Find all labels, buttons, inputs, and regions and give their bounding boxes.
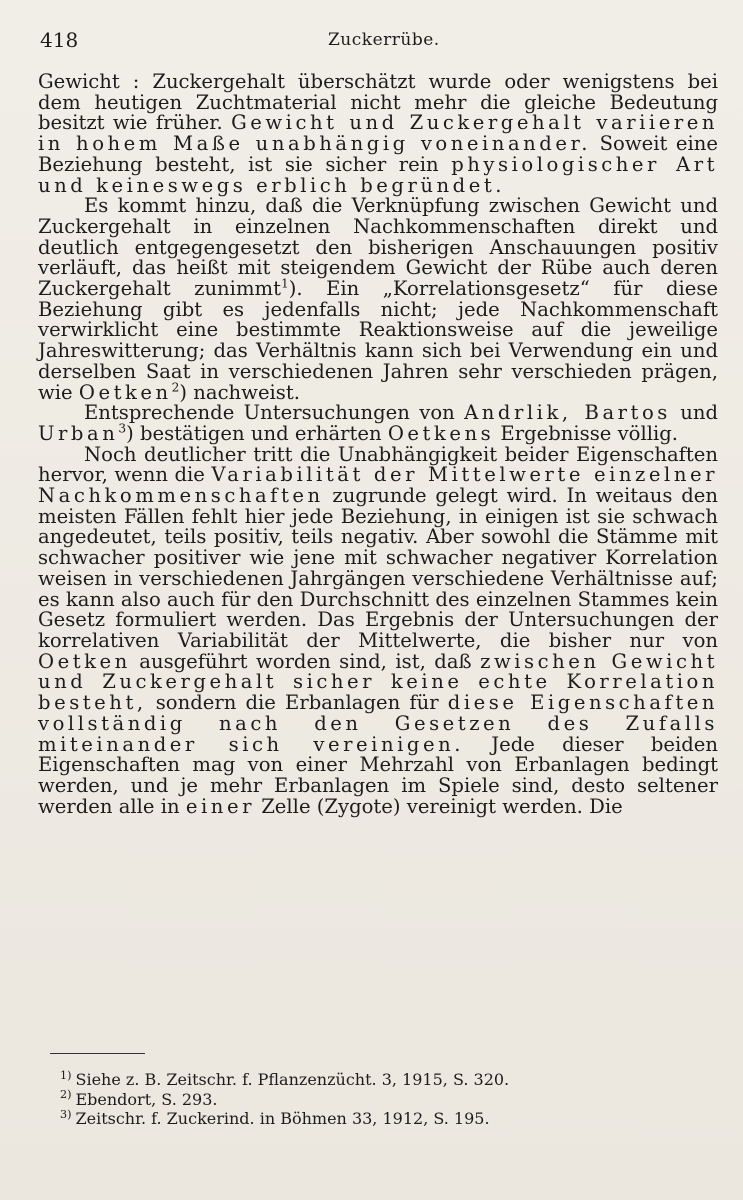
footnote-ref: 3 <box>118 421 127 436</box>
footnote-text: Zeitschr. f. Zuckerind. in Böhmen 33, 1912, S. 195. <box>75 1109 490 1128</box>
body-text <box>38 72 718 817</box>
footnote-text: Siehe z. B. Zeitschr. f. Pflanzenzücht. 3, 1915, S. 320. <box>75 1070 510 1089</box>
text-span: zugrunde gelegt wird. In weitaus den meisten Fällen fehlt hier jede Beziehung, in einigen ist sie schwach angedeutet, teils positiv, teils negativ. Aber sowohl die Stämme mit schwacher positiver wie jene mit schwacher negativer Korrelation weisen in verschiedenen Jahrgängen verschiedene Verhältnisse auf; es kann also auch für den Durchschnitt des einzelnen Stammes kein Gesetz formuliert werden. Das Ergebnis der Untersuchungen der korrelativen Variabilität der Mittelwerte, die bisher nur von <box>38 484 718 652</box>
author-name: Oetkens <box>387 421 495 445</box>
page-header <box>40 22 713 52</box>
emphasis-spaced: Variabilität der Mittelwerte einzelner Nachkommenschaften <box>38 463 718 508</box>
text-span: Soweit eine Beziehung besteht, ist sie sicher rein <box>38 132 718 176</box>
footnote-divider <box>50 1053 145 1054</box>
paragraph-1 <box>38 72 718 196</box>
text-span: Gewicht : Zuckergehalt überschätzt wurde oder wenigstens bei dem heutigen Zuchtmaterial nicht mehr die gleiche Bedeutung besitzt wie früher. <box>38 70 718 135</box>
emphasis-spaced: diese Eigenschaften vollständig nach den Gesetzen des Zufalls miteinander sich vereinigen. <box>38 691 718 756</box>
author-name: Andrlik, Bartos <box>464 401 671 425</box>
footnote-mark: 1) <box>60 1068 72 1082</box>
footnote-ref: 2 <box>171 380 180 395</box>
paragraph-3 <box>38 403 718 444</box>
text-span: Es kommt hinzu, daß die Verknüpfung zwischen Gewicht und Zuckergehalt in einzelnen Nachkommenschaften direkt und deutlich entgegengesetzt den bisherigen Anschauungen positiv verläuft, das heißt mit steigendem Gewicht der Rübe auch deren Zuckergehalt zunimmt <box>38 194 718 301</box>
footnote-1 <box>60 1070 660 1090</box>
running-title: Zuckerrübe. <box>328 30 440 50</box>
footnote-mark: 2) <box>60 1088 72 1102</box>
footnotes <box>60 1070 660 1129</box>
emphasis-spaced: physiologischer Art und keineswegs erblich begründet. <box>38 152 719 197</box>
paragraph-2 <box>38 196 718 403</box>
text-span: sondern die Erbanlagen für <box>146 691 448 715</box>
footnote-mark: 3) <box>60 1107 72 1121</box>
text-span: und <box>670 401 718 425</box>
page-number: 418 <box>40 28 79 52</box>
text-span: ). Ein „Korrelationsgesetz“ für diese Beziehung gibt es jedenfalls nicht; jede Nachkommenschaft verwirklicht eine bestimmte Reaktionsweise auf die jeweilige Jahreswitterung; das Verhältnis kann sich bei Verwendung ein und derselben Saat in verschiedenen Jahren sehr verschieden prägen, wie <box>38 277 718 404</box>
emphasis-spaced: zwischen Gewicht und Zuckergehalt sicher keine echte Korrelation besteht, <box>38 649 719 715</box>
emphasis-spaced: Gewicht und Zuckergehalt variieren in hohem Maße unabhängig voneinander. <box>38 111 718 156</box>
footnote-2 <box>60 1090 660 1110</box>
emphasis-spaced: einer <box>185 794 255 818</box>
footnote-text: Ebendort, S. 293. <box>75 1089 218 1109</box>
author-name: Oetken <box>38 649 131 673</box>
text-span: ) nachweist. <box>179 380 300 404</box>
paragraph-4 <box>38 442 719 818</box>
text-span: Entsprechende Untersuchungen von <box>84 401 465 425</box>
text-span: Zelle (Zygote) vereinigt werden. Die <box>254 794 623 818</box>
footnote-3 <box>60 1109 660 1129</box>
text-span: Noch deutlicher tritt die Unabhängigkeit beider Eigenschaften hervor, wenn die <box>38 442 718 487</box>
text-span: Ergebnisse völlig. <box>494 421 679 445</box>
author-name: Oetken <box>78 380 172 404</box>
text-span: ) bestätigen und erhärten <box>126 421 388 445</box>
text-span: Jede dieser beiden Eigenschaften mag von einer Mehrzahl von Erbanlagen bedingt werden, und je mehr Erbanlagen im Spiele sind, desto seltener werden alle in <box>38 732 718 818</box>
text-span: ausgeführt worden sind, ist, daß <box>130 649 481 673</box>
footnote-ref: 1 <box>280 276 289 291</box>
author-name: Urban <box>38 421 119 445</box>
